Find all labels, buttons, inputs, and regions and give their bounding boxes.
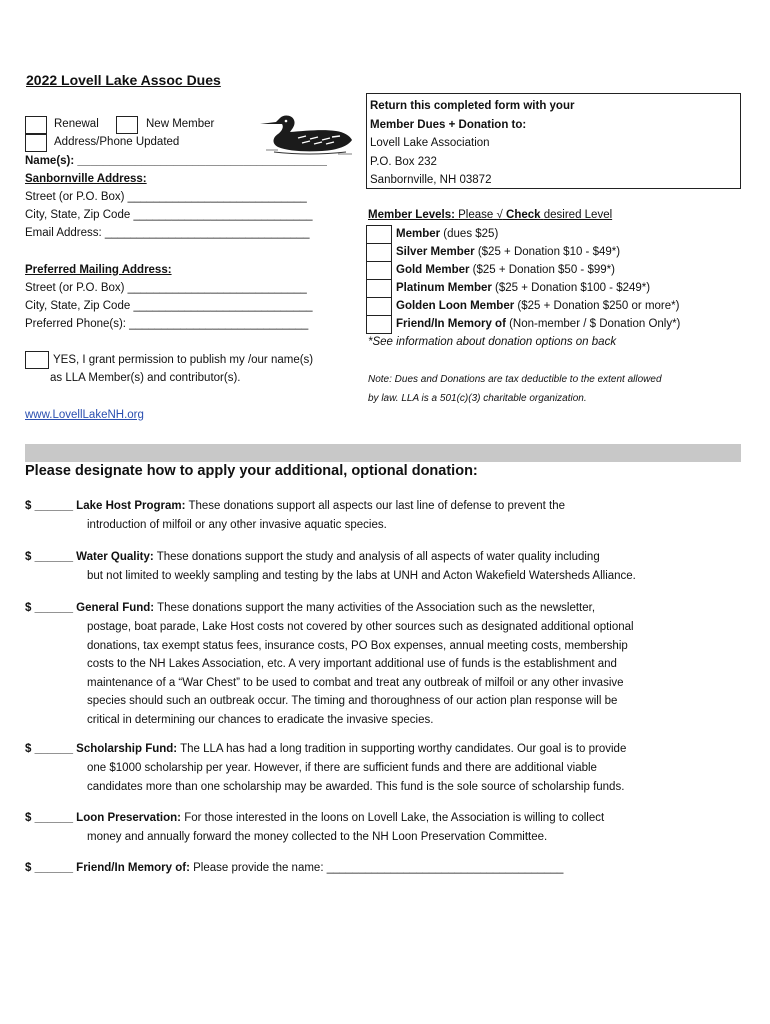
- donation-amount-field[interactable]: $ ______: [25, 500, 73, 512]
- section-divider: [25, 444, 741, 462]
- member-levels-desired: desired Level: [543, 209, 613, 221]
- level-member-label: Member (dues $25): [396, 228, 499, 240]
- donation-water-quality: $ ______ Water Quality: These donations support the study and analysis of all aspects of water quality including but not limited to weekly sampling and testing by the labs at UNH and Acton Wakefield Watersheds Alliance.: [25, 551, 636, 582]
- donation-footnote: *See information about donation options on back: [368, 336, 617, 348]
- member-levels-check: Check: [506, 209, 541, 221]
- permission-line2: as LLA Member(s) and contributor(s).: [50, 372, 241, 384]
- donation-amount-field[interactable]: $ ______: [25, 551, 73, 563]
- level-platinum-checkbox[interactable]: [366, 279, 392, 298]
- return-line5: Sanbornville, NH 03872: [370, 174, 492, 186]
- tax-note-line2: by law. LLA is a 501(c)(3) charitable organization.: [368, 393, 587, 404]
- website-link[interactable]: www.LovellLakeNH.org: [25, 409, 144, 421]
- names-field[interactable]: Name(s): _______________________________________: [25, 155, 327, 167]
- return-line1: Return this completed form with your: [370, 100, 575, 112]
- in-memory-name-field[interactable]: Please provide the name: _____________________________________: [193, 862, 564, 874]
- new-member-label: New Member: [146, 118, 215, 130]
- member-levels-heading: [368, 209, 612, 221]
- level-golden-loon-checkbox[interactable]: [366, 297, 392, 316]
- donation-scholarship-fund: $ ______ Scholarship Fund: The LLA has had a long tradition in supporting worthy candidates. Our goal is to provide one $1000 scholarship per year. However, if there are sufficient funds and there are additional viable candidates more than one scholarship may be awarded. This fund is the sole source of scholarship funds.: [25, 743, 627, 793]
- return-line4: P.O. Box 232: [370, 155, 437, 168]
- permission-line1: YES, I grant permission to publish my /our name(s): [53, 354, 314, 366]
- level-silver-label: Silver Member ($25 + Donation $10 - $49*): [396, 246, 621, 258]
- preferred-street-field[interactable]: Street (or P.O. Box) ____________________________: [25, 282, 307, 294]
- preferred-city-field[interactable]: City, State, Zip Code ____________________________: [25, 300, 313, 312]
- sanbornville-address-heading: Sanbornville Address:: [25, 173, 147, 185]
- level-member-checkbox[interactable]: [366, 225, 392, 244]
- address-updated-checkbox[interactable]: [25, 134, 47, 152]
- donation-amount-field[interactable]: $ ______: [25, 862, 73, 874]
- donation-amount-field[interactable]: $ ______: [25, 812, 73, 824]
- donation-amount-field[interactable]: $ ______: [25, 602, 73, 614]
- renewal-checkbox[interactable]: [25, 116, 47, 134]
- form-title: 2022 Lovell Lake Assoc Dues: [26, 72, 221, 88]
- donation-lake-host: $ ______ Lake Host Program: These donations support all aspects our last line of defense to prevent the introduction of milfoil or any other invasive aquatic species.: [25, 500, 565, 531]
- level-platinum-label: Platinum Member ($25 + Donation $100 - $249*): [396, 282, 651, 294]
- tax-note-line1: Note: Dues and Donations are tax deductible to the extent allowed: [368, 374, 662, 385]
- street-field[interactable]: Street (or P.O. Box) ____________________________: [25, 191, 307, 203]
- permission-checkbox[interactable]: [25, 351, 49, 369]
- city-state-zip-field[interactable]: City, State, Zip Code ____________________________: [25, 209, 313, 221]
- donation-amount-field[interactable]: $ ______: [25, 743, 73, 755]
- donation-section-title: Please designate how to apply your additional, optional donation:: [25, 463, 478, 479]
- loon-illustration: [258, 112, 354, 156]
- new-member-checkbox[interactable]: [116, 116, 138, 134]
- address-updated-label: Address/Phone Updated: [54, 136, 180, 148]
- preferred-phone-field[interactable]: Preferred Phone(s): ____________________________: [25, 318, 309, 330]
- return-address-box: [366, 93, 741, 189]
- level-friend-label: Friend/In Memory of (Non-member / $ Donation Only*): [396, 318, 681, 330]
- renewal-label: Renewal: [54, 118, 99, 130]
- donation-friend-in-memory: $ ______ Friend/In Memory of: Please provide the name: _____________________________________: [25, 862, 564, 874]
- member-levels-please: Please √: [458, 209, 503, 221]
- level-gold-checkbox[interactable]: [366, 261, 392, 280]
- level-silver-checkbox[interactable]: [366, 243, 392, 262]
- return-line3: Lovell Lake Association: [370, 137, 490, 149]
- donation-loon-preservation: $ ______ Loon Preservation: For those interested in the loons on Lovell Lake, the Association is willing to collect money and annually forward the money collected to the NH Loon Preservation Committee.: [25, 812, 605, 843]
- level-golden-loon-label: Golden Loon Member ($25 + Donation $250 or more*): [396, 300, 680, 312]
- return-line2: Member Dues + Donation to:: [370, 118, 527, 131]
- level-gold-label: Gold Member ($25 + Donation $50 - $99*): [396, 264, 615, 276]
- preferred-address-heading: Preferred Mailing Address:: [25, 264, 172, 276]
- email-field[interactable]: Email Address: ________________________________: [25, 227, 310, 239]
- member-levels-label: Member Levels:: [368, 209, 455, 221]
- level-friend-checkbox[interactable]: [366, 315, 392, 334]
- donation-general-fund: $ ______ General Fund: These donations support the many activities of the Association such as the newsletter, postage, boat parade, Lake Host costs not covered by other sources such as designated additional optional donations, tax exempt status fees, insurance costs, PO Box expenses, annual meeting costs, membership costs to the NH Lakes Association, etc. A very important additional use of funds is the establishment and maintenance of a “War Chest” to be used to combat and treat any outbreak of milfoil or any other invasive species should such an outbreak occur. The timing and thoroughness of our action plan response will be critical in determining our chances to eradicate the invasive species.: [25, 602, 634, 726]
